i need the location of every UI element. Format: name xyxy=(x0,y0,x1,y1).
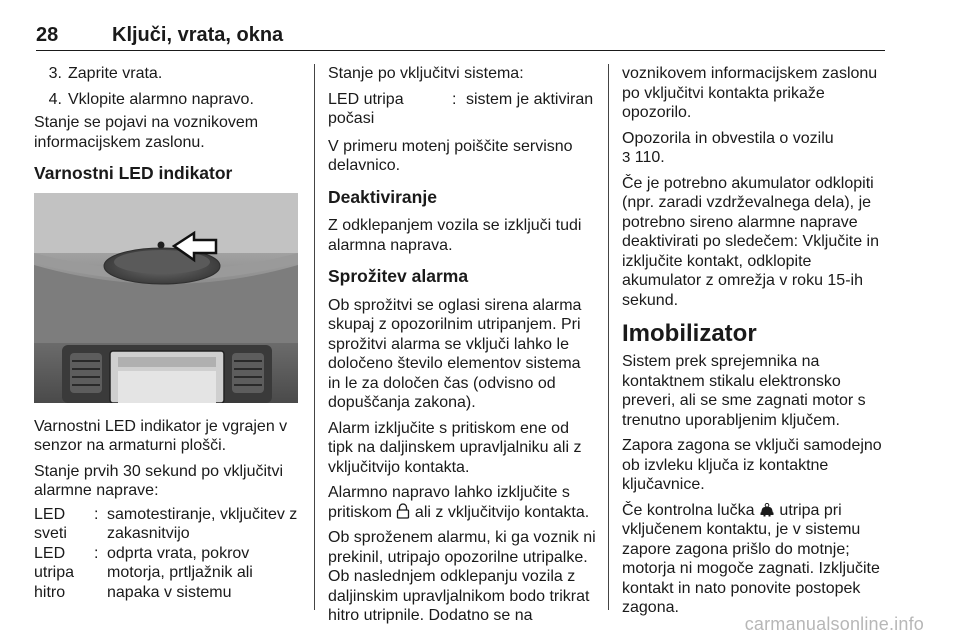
led-state-label: LED utripa počasi xyxy=(328,90,404,127)
system-state-row xyxy=(328,90,596,129)
battery-text: Če je potrebno akumulator odklopiti (npr. zaradi vzdrževalnega dela), je potrebno sireno alarmne naprave deaktivirati po sledečem: Vključite in izključite kontakt, odklopite akumulator z omrežja v roku 15-ih sekund. xyxy=(622,174,880,309)
led-state-meaning: sistem je aktiviran xyxy=(466,90,594,108)
led-description: Varnostni LED indikator je vgrajen v senzor na armaturni plošči. xyxy=(34,417,288,454)
trigger-paragraph: Ob sprožitvi se oglasi sirena alarma skupaj z opozorilnim utripanjem. Pri sprožitvi alarma se vključi lahko le določeno število elementov sistema in le za določen čas (odvisno od dopuščanja zakona). xyxy=(328,296,582,411)
led-sensor-icon xyxy=(158,241,165,248)
separator: : xyxy=(94,544,99,562)
led-state-label: LED sveti xyxy=(34,505,67,542)
reference-title: Opozorila in obvestila o vozilu xyxy=(622,129,834,147)
led-state-meaning: odprta vrata, pokrov motorja, prtljažnik ali napaka v sistemu xyxy=(107,544,253,601)
first30-intro: Stanje prvih 30 sekund po vključitvi alarmne naprave: xyxy=(34,462,284,499)
service-note: V primeru motenj poiščite servisno delavnico. xyxy=(328,137,573,174)
immobilizer-text: Če kontrolna lučka xyxy=(622,501,755,519)
step-item xyxy=(34,64,302,84)
column-divider xyxy=(314,64,315,610)
step-number: 3. xyxy=(48,65,62,82)
column-2 xyxy=(328,64,596,632)
continued-text: voznikovem informacijskem zaslonu po vključitvi kontakta prikaže opozorilo. xyxy=(622,65,878,121)
separator: : xyxy=(94,505,99,523)
car-key-icon xyxy=(759,503,775,517)
deactivation-text: Z odklepanjem vozila se izključi tudi alarmna naprava. xyxy=(328,217,582,254)
dashboard-led-photo xyxy=(34,193,298,403)
immobilizer-paragraph: Zapora zagona se vključi samodejno ob izvleku ključa iz kontaktne ključavnice. xyxy=(622,437,882,493)
led-state-label: LED utripa hitro xyxy=(34,544,75,601)
trigger-paragraph: Ob sproženem alarmu, ki ga voznik ni prekinil, utripajo opozorilne utripalke. Ob naslednjem odklepanju vozila z daljinskim upravljalnikom bodo trikrat hitro utripnile. Dodatno se na xyxy=(328,529,596,624)
reference-page: 110. xyxy=(634,149,665,166)
immobilizer-paragraph xyxy=(622,501,890,618)
trigger-paragraph: Alarm izključite s pritiskom ene od tipk na daljinskem upravljalniku ali z vključitvijo kontakta. xyxy=(328,419,582,476)
trigger-text: Alarmno napravo lahko izključite s pritiskom xyxy=(328,484,570,521)
chapter-title: Ključi, vrata, okna xyxy=(112,24,284,46)
led-heading: Varnostni LED indikator xyxy=(34,163,233,183)
page-number: 28 xyxy=(36,24,59,46)
alarm-trigger-heading: Sprožitev alarma xyxy=(328,266,469,286)
page-header xyxy=(36,24,885,51)
step-text: Vklopite alarmno napravo. xyxy=(68,90,254,108)
column-1 xyxy=(34,64,302,602)
trigger-text: ali z vključitvijo kontakta. xyxy=(414,503,590,521)
deactivation-heading: Deaktiviranje xyxy=(328,186,437,207)
immobilizer-text: utripa pri vključenem kontaktu, je v sistemu zapore zagona prišlo do motnje; motorja ni mogoče zagnati. Izključite kontakt in nato ponovite postopek zagona. xyxy=(622,501,880,616)
watermark: carmanualsonline.info xyxy=(744,614,924,634)
cross-reference xyxy=(622,129,890,168)
step-item xyxy=(34,90,302,110)
led-state-table xyxy=(34,505,302,603)
led-state-meaning: samotestiranje, vključitev z zakasnitvijo xyxy=(107,505,298,542)
column-3 xyxy=(622,64,890,624)
after-intro: Stanje po vključitvi sistema: xyxy=(328,65,524,82)
trigger-paragraph xyxy=(328,483,596,522)
status-note: Stanje se pojavi na voznikovem informacijskem zaslonu. xyxy=(34,114,259,151)
column-divider xyxy=(608,64,609,610)
reference-arrow: 3 xyxy=(622,149,631,166)
step-number: 4. xyxy=(48,90,62,108)
immobilizer-heading: Imobilizator xyxy=(622,320,757,347)
immobilizer-paragraph: Sistem prek sprejemnika na kontaktnem stikalu elektronsko preveri, ali se sme zagnati motor s trenutno uporabljenim ključem. xyxy=(622,353,866,429)
lock-icon xyxy=(396,503,410,519)
separator: : xyxy=(452,90,457,108)
step-text: Zaprite vrata. xyxy=(68,65,163,82)
